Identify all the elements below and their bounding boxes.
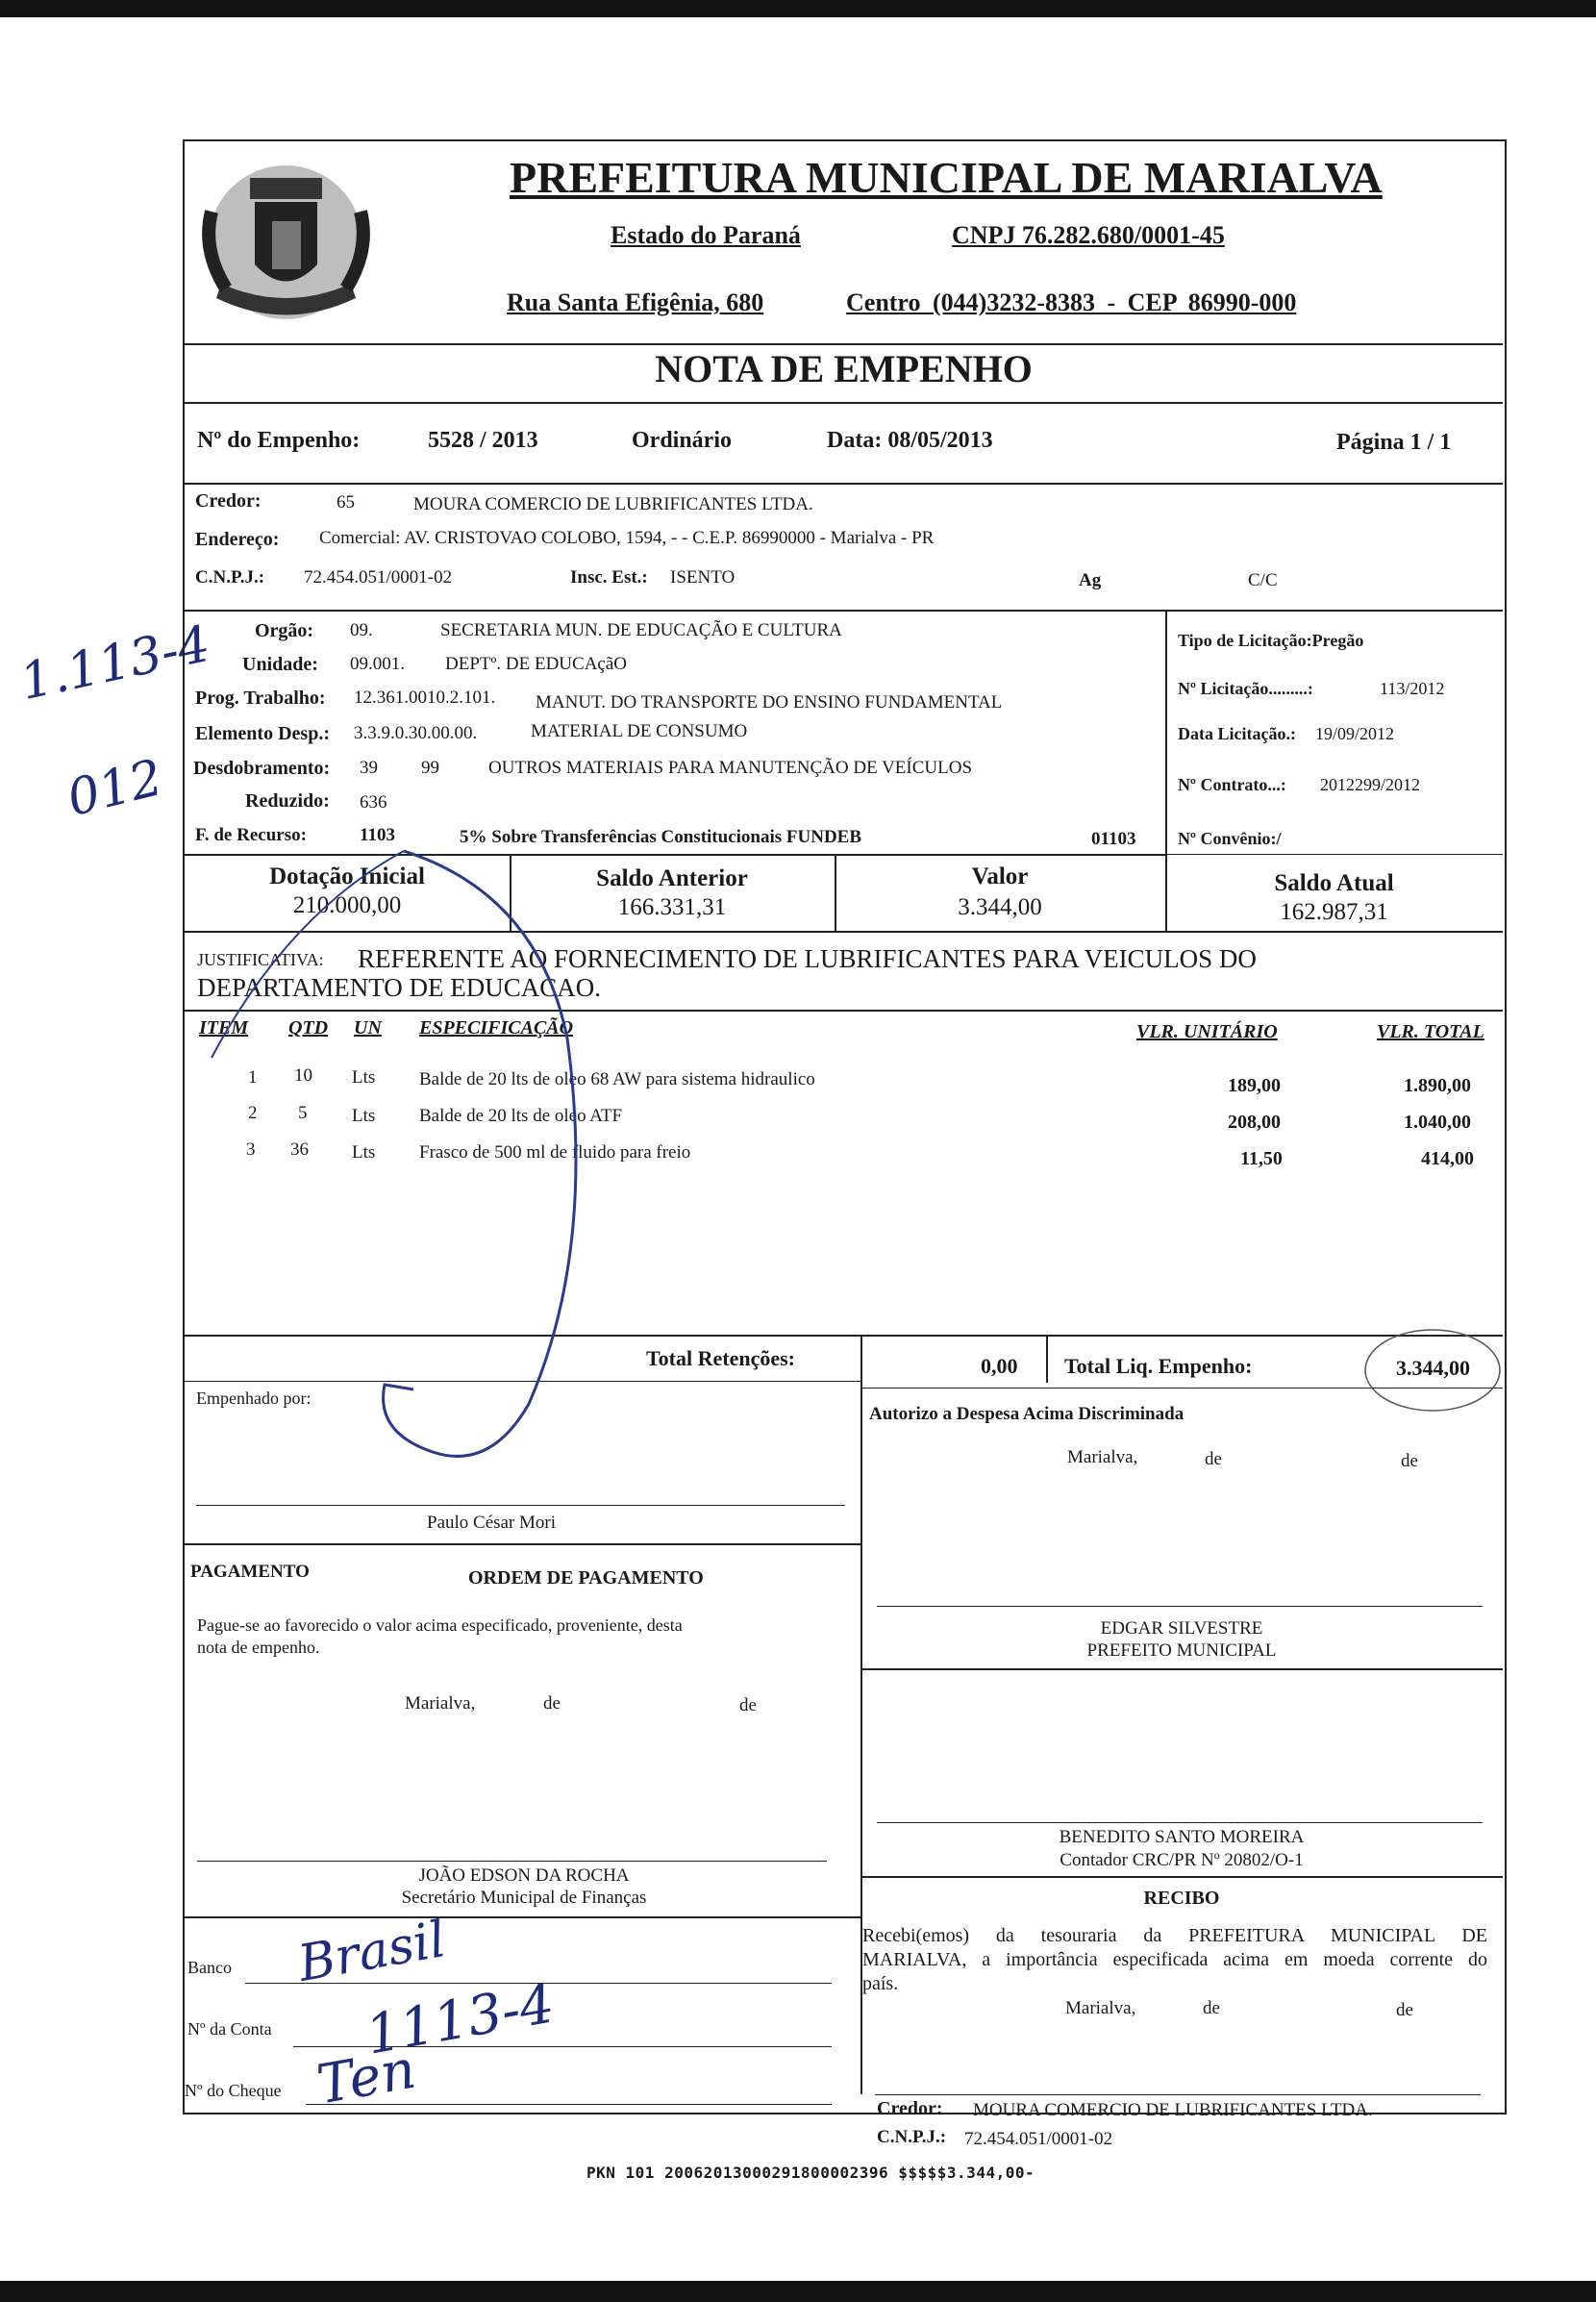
- elemento-code: 3.3.9.0.30.00.00.: [354, 723, 478, 743]
- header-state: Estado do Paraná: [611, 221, 801, 249]
- retencoes-label: Total Retenções:: [646, 1346, 795, 1370]
- prog-code: 12.361.0010.2.101.: [354, 688, 496, 708]
- banco-handwriting: Brasil: [293, 1911, 451, 1993]
- address-label: Endereço:: [195, 529, 280, 550]
- prefeito-role: PREFEITO MUNICIPAL: [1086, 1640, 1277, 1661]
- row-spec: Balde de 20 lts de oleo ATF: [419, 1106, 623, 1126]
- row-qtd: 36: [290, 1139, 309, 1160]
- row-qtd: 10: [294, 1065, 312, 1086]
- footer-barcode-text: PKN 101 20062013000291800002396 $$$$$3.344,00-: [586, 2164, 1035, 2182]
- orgao-label: Orgão:: [255, 620, 314, 641]
- empenho-label: Nº do Empenho:: [197, 428, 361, 453]
- licitacao-tipo: Tipo de Licitação:Pregão: [1178, 631, 1364, 650]
- pagamento-label: PAGAMENTO: [190, 1562, 310, 1582]
- contador-name: BENEDITO SANTO MOREIRA: [1059, 1827, 1305, 1847]
- document-title: NOTA DE EMPENHO: [655, 347, 1033, 390]
- recibo-place: Marialva,: [1065, 1998, 1136, 2018]
- recibo-text1: Recebi(emos) da tesouraria da PREFEITURA MUNICIPAL DE: [862, 1925, 1487, 1946]
- prog-label: Prog. Trabalho:: [195, 688, 326, 709]
- licitacao-numero-label: Nº Licitação.........:: [1178, 679, 1313, 698]
- valor-label: Valor: [971, 863, 1029, 889]
- prefeito-name: EDGAR SILVESTRE: [1100, 1618, 1263, 1639]
- unidade-code: 09.001.: [350, 654, 405, 674]
- row-un: Lts: [352, 1067, 376, 1088]
- col-un: UN: [354, 1017, 382, 1038]
- recurso-code2: 01103: [1091, 829, 1136, 849]
- header-cnpj: CNPJ 76.282.680/0001-45: [952, 221, 1225, 249]
- elemento-name: MATERIAL DE CONSUMO: [531, 721, 748, 741]
- secretario-name: JOÃO EDSON DA ROCHA: [418, 1865, 630, 1886]
- credor-cnpj: 72.454.051/0001-02: [304, 567, 453, 588]
- margin-note-1: 1.113-4: [14, 614, 215, 713]
- unidade-label: Unidade:: [242, 654, 318, 675]
- row-unit: 11,50: [1240, 1148, 1283, 1169]
- valor-value: 3.344,00: [958, 894, 1042, 920]
- banco-label: Banco: [187, 1958, 232, 1977]
- desdobramento-label: Desdobramento:: [193, 758, 331, 779]
- reduzido-label: Reduzido:: [245, 790, 330, 812]
- header-title: PREFEITURA MUNICIPAL DE MARIALVA: [510, 153, 1383, 202]
- insc-value: ISENTO: [670, 567, 736, 588]
- empenho-type: Ordinário: [632, 428, 733, 453]
- empenhado-label: Empenhado por:: [196, 1389, 312, 1408]
- dotacao-value: 210.000,00: [292, 892, 402, 918]
- total-liq-label: Total Liq. Empenho:: [1064, 1354, 1253, 1378]
- recurso-code: 1103: [360, 825, 395, 845]
- conta-label: Nº da Conta: [187, 2019, 272, 2039]
- contrato-value: 2012299/2012: [1320, 775, 1421, 794]
- row-item: 2: [248, 1103, 258, 1123]
- recibo-cnpj: 72.454.051/0001-02: [964, 2129, 1113, 2149]
- row-spec: Frasco de 500 ml de fluido para freio: [419, 1142, 691, 1163]
- recurso-label: F. de Recurso:: [195, 825, 307, 845]
- licitacao-numero: 113/2012: [1380, 679, 1445, 698]
- pagamento-text1: Pague-se ao favorecido o valor acima especificado, proveniente, desta: [197, 1615, 683, 1635]
- col-unit: VLR. UNITÁRIO: [1136, 1021, 1278, 1042]
- contador-role: Contador CRC/PR Nº 20802/O-1: [1060, 1850, 1304, 1870]
- licitacao-data-label: Data Licitação.:: [1178, 724, 1296, 743]
- page-number: Página 1 / 1: [1336, 430, 1452, 455]
- credor-label: Credor:: [195, 490, 262, 512]
- row-item: 1: [248, 1067, 258, 1088]
- ordem-label: ORDEM DE PAGAMENTO: [468, 1567, 704, 1589]
- dotacao-label: Dotação Inicial: [269, 863, 425, 889]
- recibo-credor: MOURA COMERCIO DE LUBRIFICANTES LTDA.: [973, 2100, 1373, 2120]
- empenho-date: Data: 08/05/2013: [827, 428, 993, 453]
- empenho-number: 5528 / 2013: [428, 428, 538, 453]
- unidade-name: DEPTº. DE EDUCAçãO: [445, 654, 627, 674]
- col-item: ITEM: [199, 1017, 249, 1038]
- justificativa-line1: REFERENTE AO FORNECIMENTO DE LUBRIFICANTES PARA VEICULOS DO: [358, 944, 1257, 973]
- contrato-label: Nº Contrato...:: [1178, 775, 1286, 794]
- orgao-name: SECRETARIA MUN. DE EDUCAÇÃO E CULTURA: [440, 620, 842, 640]
- row-total: 1.890,00: [1404, 1075, 1471, 1096]
- licitacao-data: 19/09/2012: [1315, 724, 1395, 743]
- empenhado-name: Paulo César Mori: [427, 1513, 557, 1533]
- header-contact: Centro (044)3232-8383 - CEP 86990-000: [846, 288, 1297, 316]
- cheque-handwriting: Ten: [312, 2038, 421, 2117]
- insc-label: Insc. Est.:: [570, 567, 648, 588]
- row-item: 3: [246, 1139, 256, 1160]
- autorizo-de2: de: [1401, 1451, 1418, 1471]
- recibo-de2: de: [1396, 2000, 1413, 2020]
- justificativa-label: JUSTIFICATIVA:: [197, 950, 324, 969]
- row-un: Lts: [352, 1142, 376, 1163]
- saldo-anterior-value: 166.331,31: [617, 894, 727, 920]
- row-spec: Balde de 20 lts de oleo 68 AW para sistema hidraulico: [419, 1069, 815, 1089]
- saldo-anterior-label: Saldo Anterior: [596, 865, 748, 891]
- recibo-text3: país.: [862, 1973, 899, 1994]
- saldo-atual-value: 162.987,31: [1280, 899, 1388, 925]
- ag-label: Ag: [1079, 570, 1102, 590]
- credor-name: MOURA COMERCIO DE LUBRIFICANTES LTDA.: [413, 494, 813, 514]
- recibo-text2: MARIALVA, a importância especificada acima em moeda corrente do: [862, 1949, 1487, 1970]
- saldo-atual-label: Saldo Atual: [1274, 870, 1394, 896]
- row-total: 1.040,00: [1404, 1112, 1471, 1133]
- desdobramento-code: 39: [360, 758, 378, 778]
- recurso-name: 5% Sobre Transferências Constitucionais FUNDEB: [460, 827, 862, 847]
- autorizo-de1: de: [1205, 1449, 1222, 1469]
- orgao-code: 09.: [350, 620, 373, 640]
- margin-note-2: 012: [62, 748, 169, 829]
- header-address: Rua Santa Efigênia, 680: [507, 288, 764, 316]
- row-un: Lts: [352, 1106, 376, 1126]
- credor-code: 65: [337, 492, 355, 513]
- total-liq-value: 3.344,00: [1396, 1356, 1470, 1380]
- recibo-de1: de: [1203, 1998, 1220, 2018]
- col-spec: ESPECIFICAÇÃO: [419, 1017, 574, 1038]
- autorizo-label: Autorizo a Despesa Acima Discriminada: [869, 1404, 1185, 1424]
- desdobramento-sub: 99: [421, 758, 439, 778]
- justificativa-line2: DEPARTAMENTO DE EDUCACAO.: [197, 973, 601, 1002]
- autorizo-place: Marialva,: [1067, 1447, 1138, 1467]
- pagamento-place: Marialva,: [405, 1693, 476, 1714]
- cc-label: C/C: [1248, 570, 1278, 590]
- row-total: 414,00: [1421, 1148, 1474, 1169]
- recibo-cnpj-label: C.N.P.J.:: [877, 2127, 947, 2147]
- cnpj-label: C.N.P.J.:: [195, 567, 265, 588]
- col-qtd: QTD: [288, 1017, 329, 1038]
- row-unit: 189,00: [1228, 1075, 1281, 1096]
- reduzido-value: 636: [360, 792, 387, 813]
- desdobramento-name: OUTROS MATERIAIS PARA MANUTENÇÃO DE VEÍCULOS: [488, 758, 973, 778]
- pagamento-de2: de: [739, 1695, 757, 1715]
- col-total: VLR. TOTAL: [1377, 1021, 1484, 1042]
- pagamento-de1: de: [543, 1693, 561, 1714]
- recibo-credor-label: Credor:: [877, 2098, 943, 2119]
- cheque-label: Nº do Cheque: [185, 2081, 282, 2100]
- prog-name: MANUT. DO TRANSPORTE DO ENSINO FUNDAMENTAL: [536, 692, 1003, 713]
- credor-address: Comercial: AV. CRISTOVAO COLOBO, 1594, - - C.E.P. 86990000 - Marialva - PR: [319, 528, 935, 548]
- recibo-title: RECIBO: [1143, 1888, 1220, 1909]
- conta-handwriting: 1113-4: [361, 1972, 560, 2067]
- elemento-label: Elemento Desp.:: [195, 723, 330, 744]
- row-qtd: 5: [298, 1103, 308, 1123]
- secretario-role: Secretário Municipal de Finanças: [401, 1888, 647, 1908]
- convenio: Nº Convênio:/: [1178, 829, 1282, 848]
- pagamento-text2: nota de empenho.: [197, 1638, 320, 1657]
- row-unit: 208,00: [1228, 1112, 1281, 1133]
- retencoes-value: 0,00: [981, 1354, 1018, 1378]
